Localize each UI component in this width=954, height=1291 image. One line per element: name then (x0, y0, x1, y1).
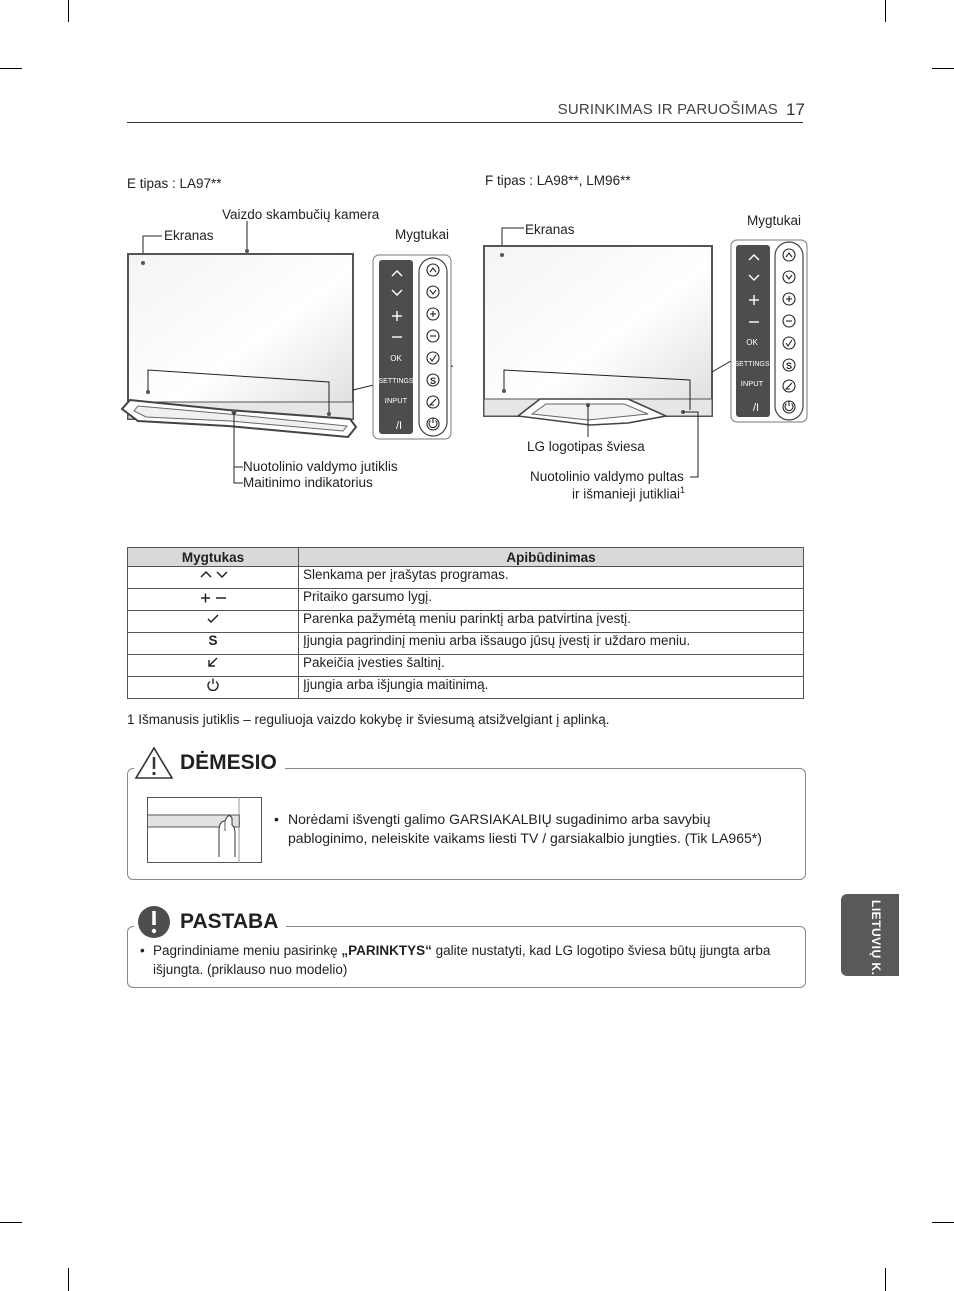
row-description: Slenkama per įrašytas programas. (299, 567, 804, 589)
panel-e-ok-label: OK (390, 354, 402, 363)
row-description: Pritaiko garsumo lygį. (299, 589, 804, 611)
note-title: PASTABA (180, 910, 279, 933)
label-remote-line1: Nuotolinio valdymo pultas (530, 469, 684, 484)
label-power-indicator: Maitinimo indikatorius (243, 475, 373, 490)
panel-f-input-label: INPUT (740, 379, 764, 388)
row-description: Įjungia arba išjungia maitinimą. (299, 677, 804, 699)
table-row (128, 677, 804, 699)
label-buttons-f: Mygtukai (747, 213, 802, 228)
check-icon (128, 611, 299, 633)
plus-minus-icon (128, 589, 299, 611)
row-description: Įjungia pagrindinį meniu arba išsaugo jūsų įvestį ir uždaro meniu. (299, 633, 804, 655)
exclamation-icon (134, 904, 174, 940)
button-panel-e (372, 254, 452, 440)
caution-line1: Norėdami išvengti galimo GARSIAKALBIŲ sugadinimo arba savybių (288, 811, 711, 827)
panel-e-settings-label: SETTINGS (378, 378, 414, 385)
speaker-connector-illustration (147, 797, 262, 863)
panel-e-input-label: INPUT (384, 396, 408, 405)
power-icon (128, 677, 299, 699)
note-line1 (153, 943, 770, 958)
section-header: SURINKIMAS IR PARUOŠIMAS (557, 101, 778, 118)
button-panel-f (730, 238, 808, 424)
settings-s-icon: S (128, 633, 299, 655)
svg-text:/I: /I (752, 402, 760, 414)
label-remote-sup: 1 (680, 485, 686, 495)
label-logo-light: LG logotipas šviesa (527, 439, 645, 454)
caution-bullet: • (274, 811, 279, 827)
panel-f-settings-label: SETTINGS (734, 361, 770, 368)
crop-mark (885, 1268, 886, 1291)
svg-text:S: S (785, 361, 793, 371)
svg-text:/I: /I (395, 420, 403, 432)
note-header (134, 903, 286, 941)
label-camera: Vaizdo skambučių kamera (222, 207, 380, 222)
crop-mark (932, 1222, 954, 1223)
panel-f-ok-label: OK (746, 338, 758, 347)
table-row (128, 655, 804, 677)
language-tab (841, 894, 899, 976)
crop-mark (68, 1268, 69, 1291)
type-e-title: E tipas : LA97** (127, 176, 222, 191)
type-f-title: F tipas : LA98**, LM96** (485, 173, 631, 188)
row-description: Parenka pažymėtą meniu parinktį arba patvirtina įvestį. (299, 611, 804, 633)
buttons-table (127, 547, 804, 699)
caution-title: DĖMESIO (180, 751, 277, 774)
crop-mark (0, 1222, 22, 1223)
row-description: Pakeičia įvesties šaltinį. (299, 655, 804, 677)
table-row (128, 589, 804, 611)
note-pre: Pagrindiniame meniu pasirinkę (153, 943, 342, 958)
language-tab-label: LIETUVIŲ K. (869, 900, 883, 976)
up-down-chevron-icon (128, 567, 299, 589)
svg-text:S: S (429, 376, 437, 386)
header-rule (127, 122, 803, 123)
label-screen-f: Ekranas (525, 222, 575, 237)
page-number: 17 (786, 100, 805, 119)
note-bold: „PARINKTYS“ (341, 943, 432, 958)
warning-triangle-icon (134, 746, 174, 780)
table-header-description: Apibūdinimas (299, 548, 804, 567)
crop-mark (68, 0, 69, 22)
crop-mark (0, 68, 22, 69)
note-bullet: • (140, 943, 145, 958)
label-screen-e: Ekranas (164, 228, 214, 243)
note-post: galite nustatyti, kad LG logotipo šviesa būtų įjungta arba (431, 943, 771, 958)
note-line2: išjungta. (priklauso nuo modelio) (153, 962, 348, 977)
table-header-button: Mygtukas (128, 548, 299, 567)
table-row (128, 633, 804, 655)
caution-line2: pabloginimo, neleiskite vaikams liesti TV / garsiakalbio jungties. (Tik LA965*) (288, 830, 762, 846)
crop-mark (932, 68, 954, 69)
table-row (128, 567, 804, 589)
table-row (128, 611, 804, 633)
footnote: 1 Išmanusis jutiklis – reguliuoja vaizdo kokybę ir šviesumą atsižvelgiant į aplinką. (127, 712, 610, 727)
label-remote-line2 (572, 485, 685, 502)
crop-mark (885, 0, 886, 22)
tv-diagram-f (478, 215, 738, 485)
caution-header (134, 744, 285, 782)
label-remote-line2-text: ir išmanieji jutikliai (572, 486, 681, 502)
label-remote-sensor: Nuotolinio valdymo jutiklis (243, 459, 398, 474)
input-arrow-icon (128, 655, 299, 677)
label-buttons-e: Mygtukai (395, 227, 450, 242)
